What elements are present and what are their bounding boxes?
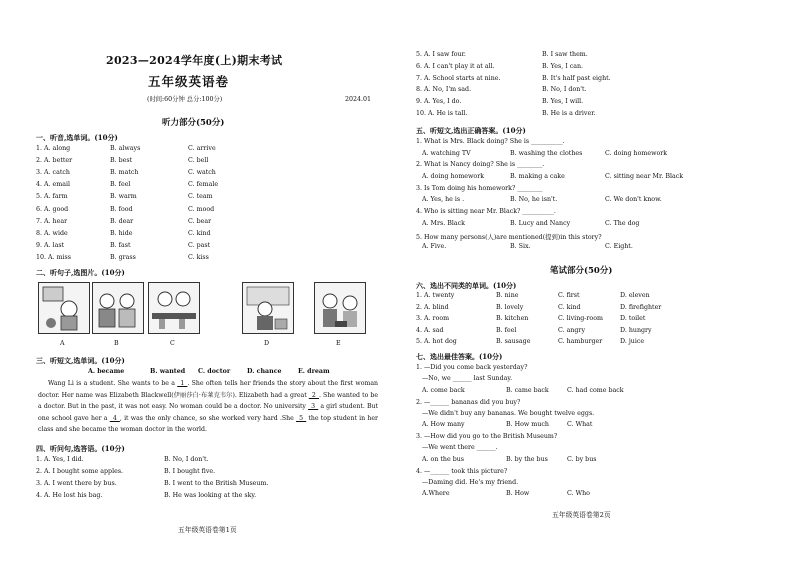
option-text: B. feel [110,181,131,189]
option-text: C. watch [188,169,216,177]
option-text: 4. A. sad [416,326,444,334]
picture-e [314,282,366,334]
option-text: B. I went to the British Museum. [164,480,269,487]
option-text: A. come back [422,386,465,394]
option-text: 5. A. farm [36,193,68,201]
option-text: 1. A. along [36,145,71,152]
question: —We went there ______. [422,444,498,452]
section-3-title: 三、听短文,选单词。(10分) [36,356,125,365]
option-text: B. always [110,145,141,152]
question: 4. —______ took this picture? [416,467,508,475]
word-option-d: D. chance [247,368,282,375]
option-text: B. I saw them. [542,51,588,58]
option-text: B. warm [110,193,137,201]
option-text: 6. A. I can't play it at all. [416,62,495,70]
written-header: 笔试部分(50分) [550,266,613,276]
option-text: D. firefighter [620,303,662,311]
option-text: A. doing homework [422,172,485,180]
option-text: 4. A. He lost his bag. [36,492,103,499]
page-footer-1: 五年级英语卷第1页 [178,526,237,534]
option-text: B. He is a driver. [542,110,596,117]
option-text: C. doing homework [605,149,668,157]
section-1-title: 一、听音,选单词。(10分) [36,133,118,142]
option-text: B. nine [496,292,519,299]
option-text: C. first [558,292,580,299]
option-text: C. angry [558,326,586,334]
question: 1. What is Mrs. Black doing? She is __________. [416,138,565,145]
section-4-title: 四、听问句,选答语。(10分) [36,444,125,453]
passage [38,378,378,436]
option-text: C. We don't know. [605,196,662,204]
option-text: D. hungry [620,326,652,334]
blank-3: _3_ [308,403,319,410]
option-text: B. dear [110,217,134,225]
right-page [397,0,794,562]
option-text: 3. A. room [416,315,450,323]
option-text: B. kitchen [496,315,529,323]
option-text: B. Yes, I can. [542,62,584,70]
option-text: B. came back [506,386,549,394]
exam-info: (时间:60分钟 总分:100分) [147,96,223,103]
option-text: C. kind [188,229,211,237]
picture-c [148,282,200,334]
option-text: B. Six. [510,243,531,251]
option-text: 4. A. email [36,181,71,189]
option-text: C. sitting near Mr. Black [605,172,684,180]
option-text: A. on the bus [422,455,465,463]
option-text: 7. A. School starts at nine. [416,74,501,82]
passage-text: , it was the only chance, so she worked very hard .She [119,414,297,422]
option-text: B. No, I don't. [542,86,587,94]
picture-label-b: B [114,340,119,347]
option-text: B. lovely [496,303,524,311]
option-text: C. kind [558,303,581,311]
question: —No, we ______ last Sunday. [422,375,513,383]
option-text: B. match [110,169,139,177]
question: 3. Is Tom doing his homework? ________ [416,184,543,192]
section-2-title: 二、听句子,选图片。(10分) [36,268,125,277]
option-text: C. The dog [605,219,640,227]
option-text: 10. A. He is tall. [416,110,468,117]
option-text: A. How many [422,421,465,429]
option-text: D. toilet [620,315,646,323]
option-text: B. No, I don't. [164,456,209,463]
option-text: 3. A. I went there by bus. [36,480,117,487]
option-text: A. Yes, he is . [422,196,465,204]
blank-1: _1_ [177,380,188,387]
option-text: C. female [188,181,219,189]
picture-label-e: E [336,340,341,347]
section-5-title: 五、听短文,选出正确答案。(10分) [416,126,526,135]
option-text: B. fast [110,241,131,249]
option-text: D. juice [620,338,645,346]
option-text: B. sausage [496,338,531,346]
picture-label-a: A [60,340,65,347]
option-text: 3. A. catch [36,169,70,177]
question: 2. What is Nancy doing? She is ________. [416,161,545,169]
option-text: B. How [506,490,530,498]
picture-b [92,282,144,334]
option-text: 5. A. I saw four. [416,51,466,58]
option-text: B. How much [506,421,549,429]
option-text: C. arrive [188,145,216,152]
picture-label-d: D [264,340,270,347]
option-text: C. living-room [558,315,603,323]
page-footer-2: 五年级英语卷第2页 [552,511,611,519]
option-text: 6. A. good [36,205,69,213]
option-text: C. What [567,421,593,429]
picture-d [242,282,294,334]
option-text: A. Mrs. Black [422,219,465,227]
option-text: C. mood [188,205,215,213]
option-text: B. feel [496,326,517,334]
option-text: B. He was looking at the sky. [164,492,257,499]
option-text: 7. A. hear [36,217,68,225]
passage-text: the top student in her class and she became the woman doctor in the world. [38,414,378,433]
option-text: 9. A. Yes, I do. [416,98,462,106]
passage-text: Wang Li is a student. She wants to be a [48,380,178,387]
option-text: C. had come back [567,386,624,394]
option-text: 8. A. No, I'm sad. [416,86,472,94]
passage-text: a girl student. But one school gave her a [38,403,378,422]
option-text: B. washing the clothes [510,149,583,157]
question: —Daming did. He's my friend. [422,478,519,486]
listening-header: 听力部分(50分) [162,118,225,128]
question: 5. How many persons(人)are mentioned(提到)in this story? [416,233,602,241]
word-option-b: B. wanted [150,368,186,375]
question: 2. —______ bananas did you buy? [416,398,521,406]
option-text: B. grass [110,253,136,261]
option-text: C. Eight. [605,243,633,251]
word-option-e: E. dream [298,368,330,375]
option-text: C. hamburger [558,338,603,346]
section-7-title: 七、选出最佳答案。(10分) [416,352,503,361]
option-text: C. by bus [567,455,597,463]
option-text: B. It's half past eight. [542,74,611,82]
question: 3. —How did you go to the British Museum? [416,433,558,440]
option-text: B. best [110,157,133,165]
blank-4: _4_ [109,414,120,422]
option-text: C. bear [188,217,212,225]
option-text: D. eleven [620,292,650,299]
option-text: B. I bought five. [164,468,216,475]
option-text: 9. A. last [36,241,65,249]
option-text: 10. A. miss [36,253,72,261]
word-option-c: C. doctor [198,368,231,375]
picture-a [38,282,90,334]
option-text: C. bell [188,157,209,165]
blank-5: _5_ [296,414,307,422]
question: —We didn't buy any bananas. We bought twelve eggs. [422,409,595,417]
option-text: B. Yes, I will. [542,98,584,106]
option-text: B. food [110,205,133,213]
option-text: C. kiss [188,253,209,261]
option-text: 2. A. I bought some apples. [36,468,124,475]
option-text: 1. A. twenty [416,292,455,299]
option-text: B. making a cake [510,172,565,180]
option-text: B. Lucy and Nancy [510,219,571,227]
option-text: C. past [188,241,211,249]
option-text: 1. A. Yes, I did. [36,456,84,463]
exam-title: 2023—2024学年度(上)期末考试 [106,54,283,67]
option-text: 2. A. blind [416,303,449,311]
passage-text: . She often tells her friends the story about the first woman doctor. Her name was Elizabeth Blackwell(伊丽莎白·布莱克韦尔). Elizabeth had a great [38,380,378,399]
picture-label-c: C [170,340,175,347]
section-6-title: 六、选出不同类的单词。(10分) [416,281,517,290]
option-text: C. Who [567,490,590,498]
passage-text: . She wanted to be a doctor. But in the past, it was not easy. No woman could be a doctor. No university [38,391,378,410]
exam-date: 2024.01 [345,96,372,103]
option-text: 5. A. hot dog [416,338,457,346]
option-text: A. Five. [422,243,447,251]
option-text: A. watching TV [422,149,471,157]
option-text: A.Where [422,490,450,498]
question: 4. Who is sitting near Mr. Black? __________. [416,208,556,216]
option-text: B. hide [110,229,133,237]
option-text: 2. A. better [36,157,73,165]
blank-2: _2_ [308,391,319,399]
option-text: B. No, he isn't. [510,196,558,204]
question: 1. —Did you come back yesterday? [416,364,528,371]
word-option-a: A. became [88,368,125,375]
option-text: C. team [188,193,213,201]
option-text: B. by the bus [506,455,548,463]
exam-subtitle: 五年级英语卷 [148,74,230,89]
option-text: 8. A. wide [36,229,68,237]
